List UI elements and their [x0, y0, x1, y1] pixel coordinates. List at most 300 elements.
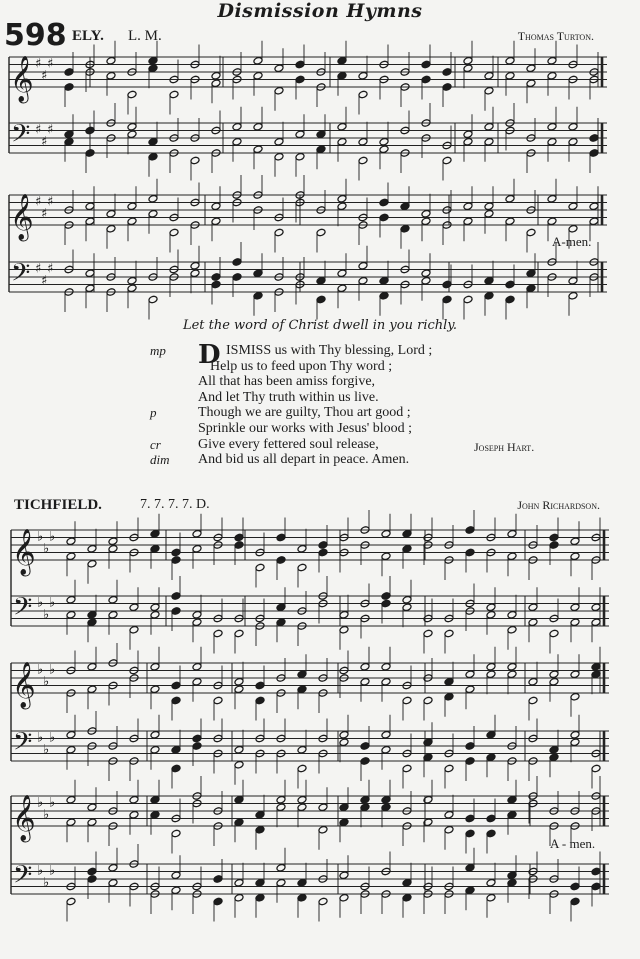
note-head — [549, 753, 559, 762]
note-head — [127, 276, 137, 285]
note-head — [568, 224, 578, 233]
note-head — [526, 64, 536, 73]
verse-line: Give every fettered soul release, — [198, 436, 379, 452]
treble-clef: 𝄞 — [10, 194, 34, 240]
note-head — [465, 829, 475, 838]
note-head — [486, 829, 496, 838]
note-head — [549, 541, 559, 550]
tune-name: ELY. — [72, 28, 104, 44]
note-head — [253, 122, 263, 131]
note-head — [381, 592, 391, 601]
note-head — [106, 56, 116, 65]
note-head — [108, 863, 118, 872]
note-head — [547, 217, 557, 226]
bass-clef: 𝄢 — [13, 860, 33, 896]
note-head — [484, 202, 494, 211]
note-head — [66, 745, 76, 754]
note-head — [358, 156, 368, 165]
note-head — [528, 696, 538, 705]
note-head — [318, 803, 328, 812]
note-head — [150, 603, 160, 612]
note-head — [190, 261, 200, 270]
note-head — [234, 541, 244, 550]
note-head — [127, 122, 137, 131]
verse-line: All that has been amiss forgive, — [198, 374, 376, 390]
note-head — [318, 541, 328, 550]
note-head — [381, 795, 391, 804]
note-head — [234, 533, 244, 542]
note-head — [318, 825, 328, 834]
note-head — [570, 882, 580, 891]
note-head — [234, 893, 244, 902]
note-head — [381, 677, 391, 686]
note-head — [591, 603, 601, 612]
note-head — [486, 603, 496, 612]
key-signature: ♭ — [37, 595, 44, 611]
key-signature: ♭ — [49, 595, 56, 611]
note-head — [570, 552, 580, 561]
note-head — [568, 122, 578, 131]
note-head — [547, 122, 557, 131]
note-head — [507, 878, 517, 887]
note-head — [360, 662, 370, 671]
note-head — [486, 670, 496, 679]
note-head — [463, 56, 473, 65]
note-head — [150, 544, 160, 553]
note-head — [465, 886, 475, 895]
note-head — [85, 202, 95, 211]
hymn-author: Joseph Hart. — [474, 440, 535, 454]
note-head — [276, 603, 286, 612]
note-head — [360, 795, 370, 804]
note-head — [253, 71, 263, 80]
note-head — [192, 734, 202, 743]
note-head — [171, 829, 181, 838]
note-head — [465, 742, 475, 751]
note-head — [85, 149, 95, 158]
note-head — [108, 878, 118, 887]
note-head — [507, 670, 517, 679]
note-head — [297, 544, 307, 553]
note-head — [106, 224, 116, 233]
note-head — [213, 897, 223, 906]
note-head — [295, 75, 305, 84]
key-signature: ♭ — [37, 795, 44, 811]
note-head — [213, 696, 223, 705]
note-head — [148, 194, 158, 203]
note-head — [444, 692, 454, 701]
note-head — [297, 764, 307, 773]
note-head — [402, 544, 412, 553]
key-signature: ♯ — [41, 273, 48, 289]
note-head — [486, 610, 496, 619]
note-head — [232, 273, 242, 282]
note-head — [381, 745, 391, 754]
note-head — [255, 696, 265, 705]
note-head — [570, 603, 580, 612]
key-signature: ♭ — [37, 662, 44, 678]
note-head — [316, 130, 326, 139]
note-head — [465, 863, 475, 872]
note-head — [568, 291, 578, 300]
dynamic-marking: cr — [150, 436, 161, 452]
note-head — [171, 696, 181, 705]
key-signature: ♯ — [35, 194, 42, 210]
note-head — [421, 276, 431, 285]
note-head — [192, 618, 202, 627]
note-head — [486, 753, 496, 762]
note-head — [339, 730, 349, 739]
note-head — [421, 75, 431, 84]
bass-clef: 𝄢 — [11, 119, 31, 155]
key-signature: ♯ — [41, 68, 48, 84]
note-head — [234, 677, 244, 686]
note-head — [337, 71, 347, 80]
tune-name-2: TICHFIELD. — [14, 497, 102, 513]
note-head — [255, 681, 265, 690]
note-head — [318, 897, 328, 906]
note-head — [316, 228, 326, 237]
note-head — [276, 795, 286, 804]
note-head — [339, 818, 349, 827]
note-head — [381, 730, 391, 739]
note-head — [108, 595, 118, 604]
note-head — [171, 681, 181, 690]
note-head — [274, 86, 284, 95]
note-head — [360, 742, 370, 751]
note-head — [232, 258, 242, 267]
note-head — [85, 284, 95, 293]
note-head — [297, 670, 307, 679]
note-head — [253, 269, 263, 278]
note-head — [274, 64, 284, 73]
note-head — [150, 662, 160, 671]
note-head — [274, 152, 284, 161]
note-head — [465, 526, 475, 535]
note-head — [87, 544, 97, 553]
treble-clef: 𝄞 — [10, 56, 34, 102]
note-head — [64, 68, 74, 77]
note-head — [276, 878, 286, 887]
note-head — [591, 662, 601, 671]
note-head — [87, 618, 97, 627]
key-signature: ♯ — [47, 56, 54, 72]
note-head — [381, 529, 391, 538]
note-head — [423, 629, 433, 638]
note-head — [507, 795, 517, 804]
note-head — [484, 71, 494, 80]
note-head — [358, 276, 368, 285]
note-head — [64, 83, 74, 92]
note-head — [127, 90, 137, 99]
note-head — [87, 685, 97, 694]
note-head — [570, 730, 580, 739]
note-head — [150, 745, 160, 754]
note-head — [484, 122, 494, 131]
note-head — [589, 202, 599, 211]
note-head — [528, 677, 538, 686]
note-head — [379, 291, 389, 300]
note-head — [276, 618, 286, 627]
note-head — [234, 745, 244, 754]
note-head — [318, 548, 328, 557]
note-head — [463, 64, 473, 73]
note-head — [526, 228, 536, 237]
key-signature: ♭ — [49, 863, 56, 879]
note-head — [337, 194, 347, 203]
note-head — [192, 742, 202, 751]
note-head — [381, 662, 391, 671]
note-head — [190, 269, 200, 278]
note-head — [127, 217, 137, 226]
note-head — [505, 280, 515, 289]
note-head — [66, 537, 76, 546]
note-head — [589, 149, 599, 158]
note-head — [402, 878, 412, 887]
note-head — [127, 130, 137, 139]
note-head — [253, 145, 263, 154]
note-head — [255, 563, 265, 572]
note-head — [171, 764, 181, 773]
note-head — [211, 273, 221, 282]
note-head — [253, 56, 263, 65]
key-signature: ♯ — [41, 134, 48, 150]
note-head — [234, 629, 244, 638]
note-head — [507, 625, 517, 634]
note-head — [150, 685, 160, 694]
note-head — [276, 556, 286, 565]
note-head — [402, 764, 412, 773]
note-head — [528, 618, 538, 627]
note-head — [85, 217, 95, 226]
note-head — [505, 217, 515, 226]
bass-clef: 𝄢 — [13, 592, 33, 628]
note-head — [591, 618, 601, 627]
note-head — [255, 878, 265, 887]
note-head — [255, 893, 265, 902]
note-head — [87, 559, 97, 568]
note-head — [232, 137, 242, 146]
key-signature: ♯ — [47, 194, 54, 210]
note-head — [211, 71, 221, 80]
note-head — [549, 533, 559, 542]
note-head — [232, 122, 242, 131]
note-head — [253, 291, 263, 300]
note-head — [192, 544, 202, 553]
note-head — [463, 137, 473, 146]
key-signature: ♭ — [37, 863, 44, 879]
note-head — [85, 269, 95, 278]
key-signature: ♭ — [43, 807, 50, 823]
note-head — [108, 537, 118, 546]
note-head — [568, 276, 578, 285]
amen-label-2: A - men. — [550, 836, 596, 851]
page-title: Dismission Hymns — [217, 0, 423, 22]
note-head — [444, 810, 454, 819]
note-head — [444, 677, 454, 686]
note-head — [295, 130, 305, 139]
note-head — [148, 152, 158, 161]
note-head — [507, 871, 517, 880]
note-head — [486, 893, 496, 902]
note-head — [484, 276, 494, 285]
note-head — [486, 814, 496, 823]
verse-line: ISMISS us with Thy blessing, Lord ; — [226, 343, 433, 358]
treble-clef: 𝄞 — [12, 795, 36, 841]
note-head — [528, 603, 538, 612]
note-head — [234, 685, 244, 694]
note-head — [484, 291, 494, 300]
note-head — [171, 871, 181, 880]
note-head — [64, 137, 74, 146]
amen-label: A-men. — [552, 234, 592, 249]
note-head — [150, 795, 160, 804]
note-head — [463, 202, 473, 211]
composer: Thomas Turton. — [517, 29, 594, 43]
note-head — [66, 818, 76, 827]
note-head — [274, 137, 284, 146]
note-head — [402, 595, 412, 604]
note-head — [339, 625, 349, 634]
key-signature: ♭ — [49, 795, 56, 811]
note-head — [547, 137, 557, 146]
note-head — [87, 610, 97, 619]
note-head — [484, 86, 494, 95]
note-head — [591, 867, 601, 876]
note-head — [402, 696, 412, 705]
note-head — [505, 71, 515, 80]
note-head — [295, 152, 305, 161]
note-head — [274, 228, 284, 237]
note-head — [339, 803, 349, 812]
note-head — [507, 610, 517, 619]
note-head — [486, 662, 496, 671]
note-head — [234, 878, 244, 887]
key-signature: ♯ — [35, 56, 42, 72]
key-signature: ♭ — [49, 529, 56, 545]
key-signature: ♭ — [43, 607, 50, 623]
note-head — [568, 137, 578, 146]
note-head — [129, 810, 139, 819]
note-head — [591, 882, 601, 891]
note-head — [276, 863, 286, 872]
treble-clef: 𝄞 — [12, 662, 36, 708]
note-head — [465, 757, 475, 766]
dynamic-marking: p — [150, 405, 157, 421]
note-head — [276, 533, 286, 542]
bass-clef: 𝄢 — [13, 727, 33, 763]
note-head — [337, 122, 347, 131]
note-head — [297, 878, 307, 887]
note-head — [360, 803, 370, 812]
note-head — [148, 64, 158, 73]
note-head — [526, 284, 536, 293]
note-head — [358, 71, 368, 80]
note-head — [421, 217, 431, 226]
dynamic-marking: dim — [150, 452, 170, 468]
note-head — [148, 209, 158, 218]
note-head — [484, 137, 494, 146]
note-head — [442, 83, 452, 92]
note-head — [570, 738, 580, 747]
key-signature: ♭ — [37, 529, 44, 545]
note-head — [339, 738, 349, 747]
note-head — [192, 610, 202, 619]
note-head — [297, 685, 307, 694]
note-head — [148, 56, 158, 65]
note-head — [66, 897, 76, 906]
note-head — [379, 198, 389, 207]
note-head — [486, 730, 496, 739]
note-head — [381, 803, 391, 812]
note-head — [66, 552, 76, 561]
note-head — [570, 670, 580, 679]
note-head — [379, 213, 389, 222]
note-head — [190, 156, 200, 165]
note-head — [297, 893, 307, 902]
epigraph: Let the word of Christ dwell in you richly. — [182, 318, 458, 333]
note-head — [211, 280, 221, 289]
note-head — [442, 295, 452, 304]
note-head — [129, 795, 139, 804]
note-head — [507, 662, 517, 671]
key-signature: ♯ — [47, 261, 54, 277]
drop-cap: D — [198, 340, 221, 370]
note-head — [192, 677, 202, 686]
treble-clef: 𝄞 — [12, 529, 36, 575]
note-head — [526, 269, 536, 278]
note-head — [129, 625, 139, 634]
key-signature: ♭ — [43, 674, 50, 690]
note-head — [549, 670, 559, 679]
note-head — [444, 825, 454, 834]
note-head — [507, 810, 517, 819]
note-head — [549, 629, 559, 638]
note-head — [402, 603, 412, 612]
note-head — [337, 269, 347, 278]
note-head — [421, 60, 431, 69]
note-head — [234, 760, 244, 769]
note-head — [360, 757, 370, 766]
note-head — [381, 599, 391, 608]
note-head — [171, 548, 181, 557]
note-head — [589, 134, 599, 143]
note-head — [402, 529, 412, 538]
note-head — [484, 209, 494, 218]
note-head — [337, 56, 347, 65]
note-head — [442, 156, 452, 165]
note-head — [444, 764, 454, 773]
note-head — [87, 662, 97, 671]
note-head — [549, 677, 559, 686]
verse-line: And bid us all depart in peace. Amen. — [198, 452, 410, 468]
hymn-number: 598 — [4, 18, 67, 53]
key-signature: ♯ — [35, 122, 42, 138]
verse-line: Sprinkle our works with Jesus' blood ; — [198, 421, 413, 436]
note-head — [339, 893, 349, 902]
note-head — [465, 548, 475, 557]
key-signature: ♯ — [41, 206, 48, 222]
note-head — [106, 71, 116, 80]
note-head — [423, 696, 433, 705]
note-head — [442, 280, 452, 289]
note-head — [213, 875, 223, 884]
note-head — [505, 295, 515, 304]
note-head — [402, 893, 412, 902]
note-head — [591, 764, 601, 773]
note-head — [379, 145, 389, 154]
note-head — [316, 295, 326, 304]
